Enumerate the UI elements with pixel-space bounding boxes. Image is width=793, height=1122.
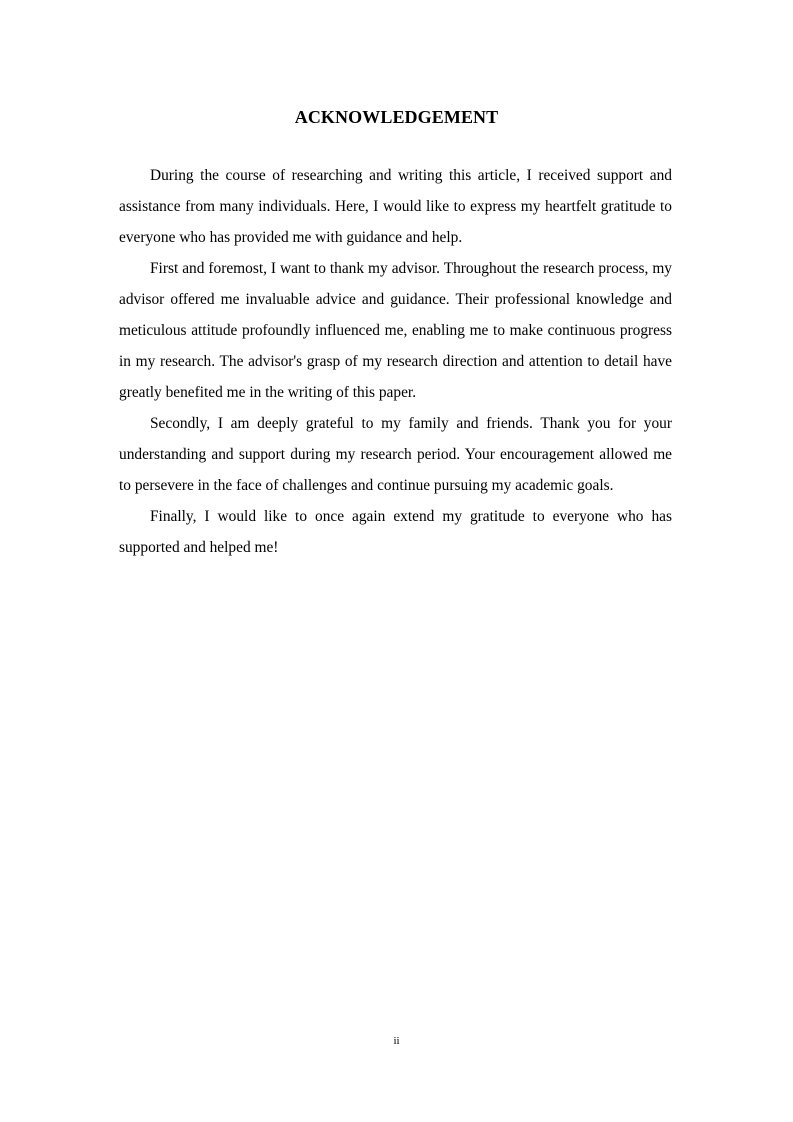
- paragraph-family-friends: Secondly, I am deeply grateful to my family and friends. Thank you for your understanding and support during my research period. Your encouragement allowed me to persevere in the face of challenges and continue pursuing my academic goals.: [119, 415, 672, 494]
- paragraph-closing: Finally, I would like to once again extend my gratitude to everyone who has supported and helped me!: [119, 508, 672, 556]
- paragraph-advisor: First and foremost, I want to thank my advisor. Throughout the research process, my advisor offered me invaluable advice and guidance. Their professional knowledge and meticulous attitude profoundly influenced me, enabling me to make continuous progress in my research. The advisor's grasp of my research direction and attention to detail have greatly benefited me in the writing of this paper.: [119, 260, 672, 401]
- acknowledgement-body: [119, 160, 672, 563]
- paragraph-intro: During the course of researching and writing this article, I received support and assistance from many individuals. Here, I would like to express my heartfelt gratitude to everyone who has provided me with guidance and help.: [119, 167, 672, 246]
- page-title: ACKNOWLEDGEMENT: [294, 107, 499, 127]
- page-number: ii: [393, 1035, 400, 1047]
